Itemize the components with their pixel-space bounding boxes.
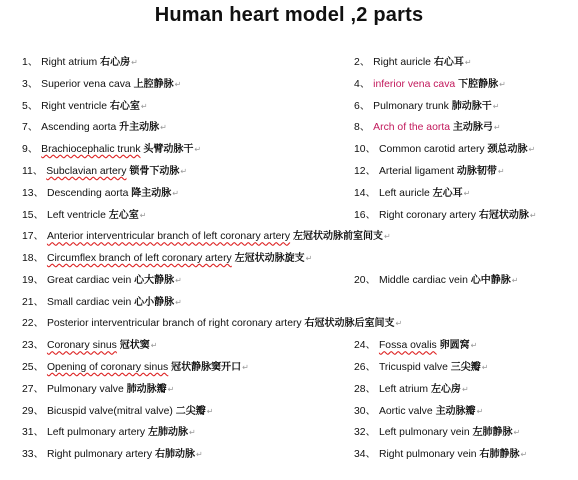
chinese-name: 动脉韧带 — [456, 165, 497, 177]
english-name: Left auricle — [378, 187, 430, 199]
list-item — [22, 74, 181, 96]
chinese-name: 左心房 — [430, 383, 461, 395]
list-item — [354, 139, 535, 161]
return-mark-icon: ↵ — [174, 79, 182, 89]
chinese-name: 三尖瓣 — [450, 362, 481, 374]
return-mark-icon: ↵ — [305, 254, 313, 264]
list-row — [0, 357, 578, 379]
chinese-name: 左肺动脉 — [148, 427, 189, 439]
item-number: 33、 — [22, 449, 44, 461]
english-name: Tricuspid valve — [378, 362, 448, 374]
chinese-name: 心中静脉 — [470, 274, 511, 286]
item-number: 28、 — [354, 383, 376, 395]
list-row — [0, 139, 578, 161]
list-row — [0, 183, 578, 205]
list-item — [22, 52, 138, 74]
list-item — [22, 444, 203, 466]
item-number: 5、 — [22, 100, 39, 112]
return-mark-icon: ↵ — [481, 363, 489, 373]
english-name: Great cardiac vein — [46, 274, 132, 286]
item-number: 11、 — [22, 165, 44, 177]
chinese-name: 上腔静脉 — [133, 78, 174, 90]
return-mark-icon: ↵ — [150, 341, 158, 351]
item-number: 22、 — [22, 318, 44, 330]
chinese-name: 左心室 — [108, 209, 139, 221]
list-item — [354, 117, 501, 139]
list-item — [354, 379, 469, 401]
list-item — [354, 270, 519, 292]
english-name: Opening of coronary sinus — [46, 362, 169, 374]
item-number: 32、 — [354, 427, 376, 439]
list-row — [0, 401, 578, 423]
list-item — [22, 161, 187, 183]
return-mark-icon: ↵ — [464, 58, 472, 67]
list-row — [0, 248, 578, 270]
return-mark-icon: ↵ — [520, 450, 528, 460]
item-number: 2、 — [354, 57, 371, 68]
list-row — [0, 205, 578, 227]
return-mark-icon: ↵ — [140, 101, 148, 111]
english-name: Subclavian artery — [46, 165, 127, 177]
item-number: 24、 — [354, 340, 376, 352]
return-mark-icon: ↵ — [499, 79, 506, 89]
english-name: Left pulmonary vein — [378, 427, 470, 439]
chinese-name: 左肺静脉 — [472, 427, 513, 439]
english-name: inferior vena cava — [373, 78, 456, 90]
chinese-name: 左心耳 — [432, 187, 463, 199]
return-mark-icon: ↵ — [461, 384, 469, 394]
english-name: Right pulmonary vein — [378, 449, 477, 461]
page-title: Human heart model ,2 parts — [154, 4, 424, 26]
english-name: Right auricle — [373, 57, 431, 68]
chinese-name: 右冠状动脉 — [478, 209, 529, 221]
return-mark-icon: ↵ — [180, 166, 188, 176]
list-item — [354, 357, 488, 379]
english-name: Left atrium — [378, 383, 429, 395]
english-name: Right atrium — [41, 57, 98, 68]
item-number: 34、 — [354, 449, 376, 461]
item-number: 1、 — [22, 57, 39, 68]
english-name: Brachiocephalic trunk — [41, 144, 141, 156]
return-mark-icon: ↵ — [492, 101, 500, 111]
item-number: 4、 — [354, 78, 371, 90]
item-number: 20、 — [354, 274, 376, 286]
list-item — [22, 96, 148, 118]
english-name: Arterial ligament — [378, 165, 455, 177]
chinese-name: 颈总动脉 — [487, 144, 528, 156]
return-mark-icon: ↵ — [175, 275, 182, 285]
chinese-name: 右心房 — [100, 57, 131, 68]
chinese-name: 左冠状动脉旋支 — [234, 253, 305, 265]
english-name: Circumflex branch of left coronary artery — [46, 253, 232, 265]
list-item — [22, 226, 391, 248]
english-name: Right pulmonary artery — [46, 449, 153, 461]
chinese-name: 头臂动脉干 — [143, 144, 194, 156]
item-number: 12、 — [354, 165, 376, 177]
list-row — [0, 226, 578, 248]
list-item — [354, 401, 483, 423]
list-row — [0, 422, 578, 444]
english-name: Left ventricle — [46, 209, 106, 221]
english-name: Posterior interventricular branch of right coronary artery — [46, 318, 302, 330]
list-item — [22, 205, 146, 227]
chinese-name: 右心耳 — [433, 57, 464, 68]
item-number: 16、 — [354, 209, 376, 221]
english-name: Anterior interventricular branch of left coronary artery — [46, 231, 291, 243]
return-mark-icon: ↵ — [528, 145, 536, 155]
item-number: 15、 — [22, 209, 44, 221]
list-item — [354, 422, 520, 444]
english-name: Common carotid artery — [378, 144, 485, 156]
chinese-name: 二尖瓣 — [175, 405, 206, 417]
return-mark-icon: ↵ — [131, 58, 138, 67]
english-name: Small cardiac vein — [46, 296, 132, 308]
return-mark-icon: ↵ — [383, 232, 391, 242]
english-name: Aortic valve — [378, 405, 433, 417]
item-number: 26、 — [354, 362, 376, 374]
list-row — [0, 52, 578, 74]
list-row — [0, 74, 578, 96]
list-item — [22, 335, 157, 357]
return-mark-icon: ↵ — [194, 145, 202, 155]
list-item — [22, 292, 182, 314]
return-mark-icon: ↵ — [470, 341, 478, 351]
return-mark-icon: ↵ — [476, 406, 484, 416]
list-item — [22, 379, 174, 401]
list-item — [22, 313, 402, 335]
english-name: Right ventricle — [41, 100, 108, 112]
list-row — [0, 117, 578, 139]
return-mark-icon: ↵ — [206, 406, 214, 416]
item-number: 10、 — [354, 144, 376, 156]
list-row — [0, 292, 578, 314]
item-number: 8、 — [354, 122, 371, 134]
english-name: Bicuspid valve(mitral valve) — [46, 405, 173, 417]
chinese-name: 锁骨下动脉 — [129, 165, 180, 177]
list-item — [22, 139, 201, 161]
english-name: Arch of the aorta — [373, 122, 450, 134]
list-item — [354, 161, 505, 183]
chinese-name: 心大静脉 — [134, 274, 175, 286]
item-number: 29、 — [22, 405, 44, 417]
list-row — [0, 270, 578, 292]
item-number: 9、 — [22, 144, 39, 156]
item-number: 19、 — [22, 274, 44, 286]
list-row — [0, 444, 578, 466]
list-item — [22, 401, 213, 423]
chinese-name: 下腔静脉 — [458, 78, 499, 90]
item-number: 31、 — [22, 427, 44, 439]
list-item — [22, 183, 179, 205]
item-number: 23、 — [22, 340, 44, 352]
item-number: 25、 — [22, 362, 44, 374]
list-item — [354, 52, 472, 74]
return-mark-icon: ↵ — [529, 210, 537, 220]
english-name: Superior vena cava — [41, 78, 131, 90]
chinese-name: 升主动脉 — [119, 122, 160, 134]
item-number: 27、 — [22, 383, 44, 395]
list-item — [354, 335, 477, 357]
chinese-name: 肺动脉瓣 — [126, 383, 167, 395]
item-number: 6、 — [354, 100, 371, 112]
item-number: 21、 — [22, 296, 44, 308]
english-name: Ascending aorta — [41, 122, 117, 134]
chinese-name: 降主动脉 — [131, 187, 172, 199]
english-name: Descending aorta — [46, 187, 129, 199]
chinese-name: 肺动脉干 — [451, 100, 492, 112]
return-mark-icon: ↵ — [463, 188, 471, 198]
return-mark-icon: ↵ — [242, 363, 249, 373]
return-mark-icon: ↵ — [195, 450, 203, 460]
list-row — [0, 161, 578, 183]
item-number: 17、 — [22, 231, 44, 243]
return-mark-icon: ↵ — [175, 297, 182, 307]
return-mark-icon: ↵ — [511, 275, 519, 285]
item-number: 18、 — [22, 253, 44, 265]
chinese-name: 主动脉弓 — [452, 122, 493, 134]
return-mark-icon: ↵ — [189, 428, 196, 438]
chinese-name: 卵圆窝 — [439, 340, 470, 352]
chinese-name: 右冠状动脉后室间支 — [304, 318, 395, 330]
english-name: Fossa ovalis — [378, 340, 437, 352]
return-mark-icon: ↵ — [167, 384, 175, 394]
english-name: Left pulmonary artery — [46, 427, 146, 439]
list-item — [22, 117, 167, 139]
chinese-name: 主动脉瓣 — [435, 405, 476, 417]
list-item — [22, 357, 249, 379]
english-name: Middle cardiac vein — [378, 274, 468, 286]
list-item — [354, 444, 527, 466]
return-mark-icon: ↵ — [172, 188, 179, 198]
chinese-name: 冠状静脉窦开口 — [171, 362, 242, 374]
list-row — [0, 379, 578, 401]
english-name: Pulmonary trunk — [373, 100, 449, 112]
list-item — [22, 422, 196, 444]
return-mark-icon: ↵ — [139, 210, 147, 220]
list-item — [354, 183, 470, 205]
return-mark-icon: ↵ — [493, 123, 501, 133]
list-row — [0, 96, 578, 118]
chinese-name: 右肺动脉 — [154, 449, 195, 461]
list-row — [0, 335, 578, 357]
chinese-name: 心小静脉 — [134, 296, 175, 308]
english-name: Right coronary artery — [378, 209, 476, 221]
return-mark-icon: ↵ — [513, 428, 521, 438]
english-name: Coronary sinus — [46, 340, 117, 352]
chinese-name: 左冠状动脉前室间支 — [292, 231, 383, 243]
return-mark-icon: ↵ — [160, 123, 167, 133]
item-number: 13、 — [22, 187, 44, 199]
item-number: 14、 — [354, 187, 376, 199]
chinese-name: 冠状窦 — [119, 340, 150, 352]
return-mark-icon: ↵ — [497, 166, 505, 176]
list-item — [22, 248, 312, 270]
item-number: 3、 — [22, 78, 39, 90]
item-number: 7、 — [22, 122, 39, 134]
chinese-name: 右心室 — [109, 100, 140, 112]
list-item — [354, 205, 537, 227]
english-name: Pulmonary valve — [46, 383, 124, 395]
chinese-name: 右肺静脉 — [479, 449, 520, 461]
item-number: 30、 — [354, 405, 376, 417]
list-item — [354, 74, 506, 96]
list-row — [0, 313, 578, 335]
list-item — [22, 270, 182, 292]
list-item — [354, 96, 499, 118]
return-mark-icon: ↵ — [395, 319, 403, 329]
